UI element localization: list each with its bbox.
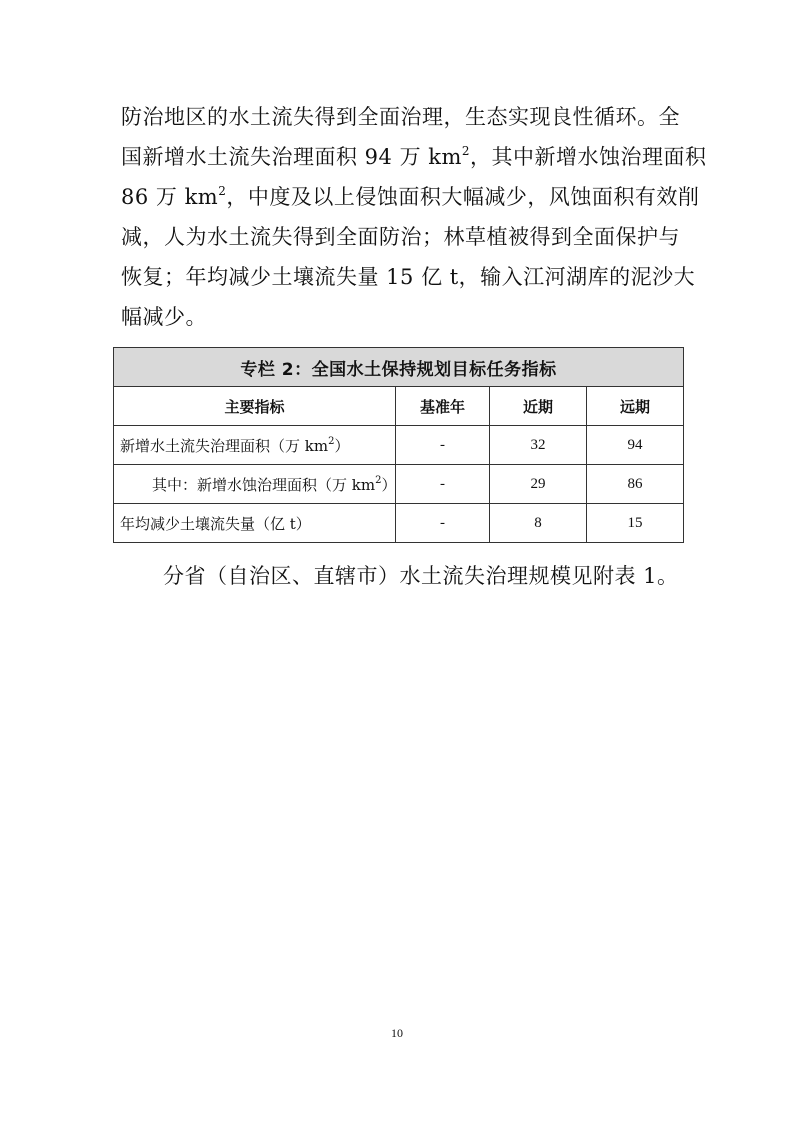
row-label: 其中：新增水蚀治理面积（万 $km^2$） (114, 465, 396, 504)
column-header-indicator: 主要指标 (114, 387, 396, 426)
paragraph-line: 国新增水土流失治理面积 94 万 $km^2$，其中新增水蚀治理面积 (121, 144, 707, 169)
cell-base-year: - (396, 465, 490, 504)
paragraph-line: 恢复；年均减少土壤流失量 15 亿 t，输入江河湖库的泥沙大 (121, 265, 696, 289)
cell-near-term: 29 (490, 465, 587, 504)
page-number: 10 (391, 1026, 403, 1040)
table-row (114, 465, 684, 504)
paragraph-line: 防治地区的水土流失得到全面治理，生态实现良性循环。全 (121, 105, 680, 129)
column-header-base-year: 基准年 (396, 387, 490, 426)
column-header-near-term: 近期 (490, 387, 587, 426)
paragraph-line: 幅减少。 (121, 305, 207, 329)
cell-near-term: 32 (490, 426, 587, 465)
cell-long-term: 86 (587, 465, 684, 504)
body-paragraph: 分省（自治区、直辖市）水土流失治理规模见附表 1。 (163, 564, 679, 588)
table-row (114, 504, 684, 543)
cell-long-term: 94 (587, 426, 684, 465)
cell-long-term: 15 (587, 504, 684, 543)
paragraph-line: 86 万 $km^2$，中度及以上侵蚀面积大幅减少，风蚀面积有效削 (121, 184, 700, 209)
table-caption: 专栏 2：全国水土保持规划目标任务指标 (114, 348, 684, 387)
row-label: 年均减少土壤流失量（亿 t） (114, 504, 396, 543)
cell-base-year: - (396, 426, 490, 465)
column-header-long-term: 远期 (587, 387, 684, 426)
body-paragraph (121, 97, 707, 337)
paragraph-line: 减，人为水土流失得到全面防治；林草植被得到全面保护与 (121, 225, 680, 249)
cell-base-year: - (396, 504, 490, 543)
table-row (114, 426, 684, 465)
target-indicator-table (113, 347, 684, 543)
cell-near-term: 8 (490, 504, 587, 543)
row-label: 新增水土流失治理面积（万 $km^2$） (114, 426, 396, 465)
table-header-row (114, 387, 684, 426)
